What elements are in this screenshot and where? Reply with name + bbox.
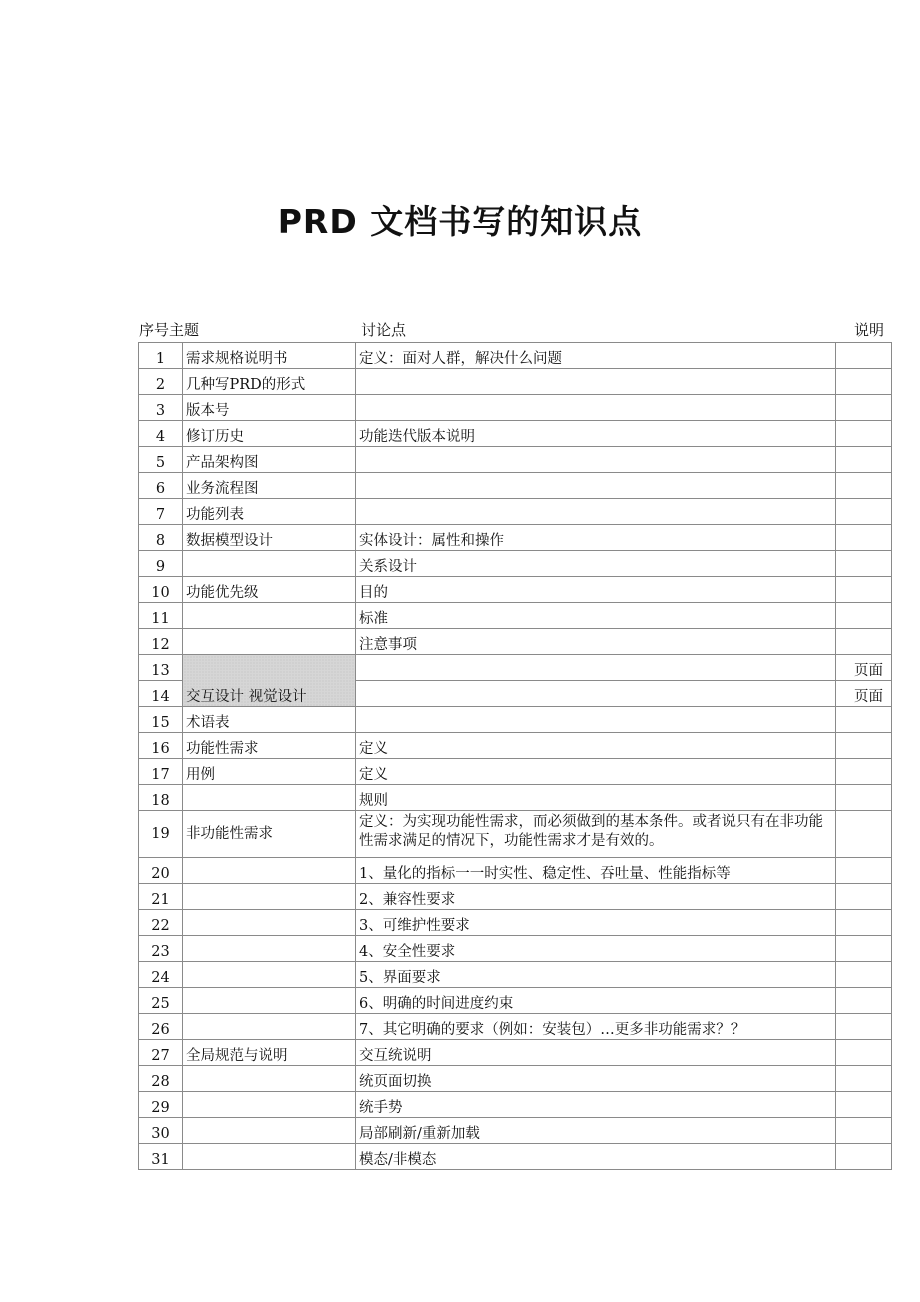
row-topic: 全局规范与说明 (183, 1040, 356, 1066)
row-note (836, 1092, 892, 1118)
row-discussion: 功能迭代版本说明 (356, 421, 836, 447)
row-note (836, 1144, 892, 1170)
table-row (139, 858, 892, 884)
row-discussion: 注意事项 (356, 629, 836, 655)
row-discussion: 4、安全性要求 (356, 936, 836, 962)
row-number: 24 (139, 962, 183, 988)
row-note (836, 962, 892, 988)
row-note (836, 369, 892, 395)
row-number: 16 (139, 733, 183, 759)
row-discussion: 定义 (356, 759, 836, 785)
row-discussion (356, 369, 836, 395)
row-note (836, 499, 892, 525)
row-discussion: 实体设计：属性和操作 (356, 525, 836, 551)
row-number: 9 (139, 551, 183, 577)
row-note (836, 811, 892, 858)
table-row (139, 910, 892, 936)
prd-table (138, 342, 892, 1170)
row-discussion (356, 707, 836, 733)
row-number: 18 (139, 785, 183, 811)
row-note (836, 1066, 892, 1092)
row-topic (183, 1066, 356, 1092)
row-number: 6 (139, 473, 183, 499)
row-note (836, 629, 892, 655)
row-note (836, 858, 892, 884)
table-row (139, 577, 892, 603)
row-topic (183, 1014, 356, 1040)
table-row (139, 603, 892, 629)
row-number: 31 (139, 1144, 183, 1170)
row-number: 5 (139, 447, 183, 473)
table-row (139, 551, 892, 577)
row-topic: 功能优先级 (183, 577, 356, 603)
row-discussion: 局部刷新/重新加载 (356, 1118, 836, 1144)
row-discussion: 1、量化的指标一一时实性、稳定性、吞吐量、性能指标等 (356, 858, 836, 884)
row-number: 27 (139, 1040, 183, 1066)
row-discussion: 3、可维护性要求 (356, 910, 836, 936)
row-number: 29 (139, 1092, 183, 1118)
row-topic (183, 936, 356, 962)
table-row (139, 1040, 892, 1066)
row-number: 8 (139, 525, 183, 551)
row-topic (183, 1144, 356, 1170)
row-note: 页面 (836, 681, 892, 707)
row-number: 28 (139, 1066, 183, 1092)
row-note (836, 1014, 892, 1040)
row-topic (183, 785, 356, 811)
row-topic (183, 884, 356, 910)
table-row (139, 811, 892, 858)
header-note: 说明 (854, 321, 885, 339)
row-note (836, 733, 892, 759)
row-topic (183, 910, 356, 936)
row-topic: 需求规格说明书 (183, 343, 356, 369)
row-topic: 业务流程图 (183, 473, 356, 499)
row-topic: 非功能性需求 (183, 811, 356, 858)
row-discussion: 关系设计 (356, 551, 836, 577)
row-discussion (356, 655, 836, 681)
row-discussion: 6、明确的时间进度约束 (356, 988, 836, 1014)
row-discussion: 定义 (356, 733, 836, 759)
row-topic: 版本号 (183, 395, 356, 421)
row-number: 23 (139, 936, 183, 962)
row-note (836, 988, 892, 1014)
row-note (836, 759, 892, 785)
row-discussion: 定义：为实现功能性需求，而必须做到的基本条件。或者说只有在非功能性需求满足的情况下，功能性需求才是有效的。 (356, 811, 836, 858)
row-topic (183, 1118, 356, 1144)
table-row (139, 629, 892, 655)
row-note (836, 1040, 892, 1066)
row-topic (183, 603, 356, 629)
header-seq-topic: 序号主题 (139, 321, 200, 339)
row-discussion: 交互统说明 (356, 1040, 836, 1066)
row-note (836, 936, 892, 962)
table-row (139, 499, 892, 525)
row-discussion (356, 499, 836, 525)
row-number: 25 (139, 988, 183, 1014)
table-row (139, 421, 892, 447)
row-discussion (356, 447, 836, 473)
row-topic: 用例 (183, 759, 356, 785)
row-discussion: 定义：面对人群，解决什么问题 (356, 343, 836, 369)
row-note (836, 395, 892, 421)
row-number: 30 (139, 1118, 183, 1144)
row-number: 17 (139, 759, 183, 785)
row-topic: 修订历史 (183, 421, 356, 447)
table-row (139, 395, 892, 421)
header-discussion: 讨论点 (361, 321, 407, 339)
row-discussion: 统页面切换 (356, 1066, 836, 1092)
row-number: 22 (139, 910, 183, 936)
row-topic (183, 1092, 356, 1118)
row-topic (183, 629, 356, 655)
table-row (139, 343, 892, 369)
row-discussion: 模态/非模态 (356, 1144, 836, 1170)
row-discussion (356, 395, 836, 421)
table-row (139, 988, 892, 1014)
table-row (139, 473, 892, 499)
row-number: 4 (139, 421, 183, 447)
row-note (836, 707, 892, 733)
row-note: 页面 (836, 655, 892, 681)
row-number: 15 (139, 707, 183, 733)
row-number: 12 (139, 629, 183, 655)
row-discussion (356, 681, 836, 707)
row-number: 2 (139, 369, 183, 395)
table-row (139, 884, 892, 910)
row-note (836, 447, 892, 473)
row-note (836, 525, 892, 551)
table-row (139, 1144, 892, 1170)
row-topic: 几种写PRD的形式 (183, 369, 356, 395)
row-note (836, 603, 892, 629)
row-discussion: 5、界面要求 (356, 962, 836, 988)
table-row (139, 962, 892, 988)
row-topic (183, 551, 356, 577)
row-number: 21 (139, 884, 183, 910)
row-discussion: 规则 (356, 785, 836, 811)
row-number: 7 (139, 499, 183, 525)
table-row (139, 707, 892, 733)
row-discussion (356, 473, 836, 499)
row-note (836, 343, 892, 369)
row-discussion: 7、其它明确的要求（例如：安装包）…更多非功能需求？？ (356, 1014, 836, 1040)
row-number: 19 (139, 811, 183, 858)
table-row (139, 1014, 892, 1040)
row-number: 10 (139, 577, 183, 603)
row-topic: 产品架构图 (183, 447, 356, 473)
page-title: PRD 文档书写的知识点 (277, 202, 643, 241)
row-discussion: 标准 (356, 603, 836, 629)
table-row (139, 936, 892, 962)
row-note (836, 884, 892, 910)
row-note (836, 910, 892, 936)
table-row (139, 1092, 892, 1118)
row-number: 11 (139, 603, 183, 629)
table-row (139, 369, 892, 395)
row-topic: 功能性需求 (183, 733, 356, 759)
row-discussion: 统手势 (356, 1092, 836, 1118)
row-number: 26 (139, 1014, 183, 1040)
row-discussion: 目的 (356, 577, 836, 603)
table-row (139, 1066, 892, 1092)
row-note (836, 1118, 892, 1144)
table-row (139, 525, 892, 551)
row-note (836, 551, 892, 577)
table-row (139, 447, 892, 473)
row-topic (183, 962, 356, 988)
row-number: 13 (139, 655, 183, 681)
row-note (836, 473, 892, 499)
row-topic (183, 988, 356, 1014)
row-topic: 数据模型设计 (183, 525, 356, 551)
row-note (836, 577, 892, 603)
row-topic-merged: 交互设计 视觉设计 (183, 655, 356, 707)
row-number: 14 (139, 681, 183, 707)
row-topic (183, 858, 356, 884)
row-note (836, 421, 892, 447)
row-topic: 术语表 (183, 707, 356, 733)
table-row (139, 1118, 892, 1144)
row-topic: 功能列表 (183, 499, 356, 525)
row-discussion: 2、兼容性要求 (356, 884, 836, 910)
table-row (139, 733, 892, 759)
row-number: 3 (139, 395, 183, 421)
row-number: 20 (139, 858, 183, 884)
table-row (139, 785, 892, 811)
row-note (836, 785, 892, 811)
row-number: 1 (139, 343, 183, 369)
table-row (139, 655, 892, 681)
table-row (139, 759, 892, 785)
